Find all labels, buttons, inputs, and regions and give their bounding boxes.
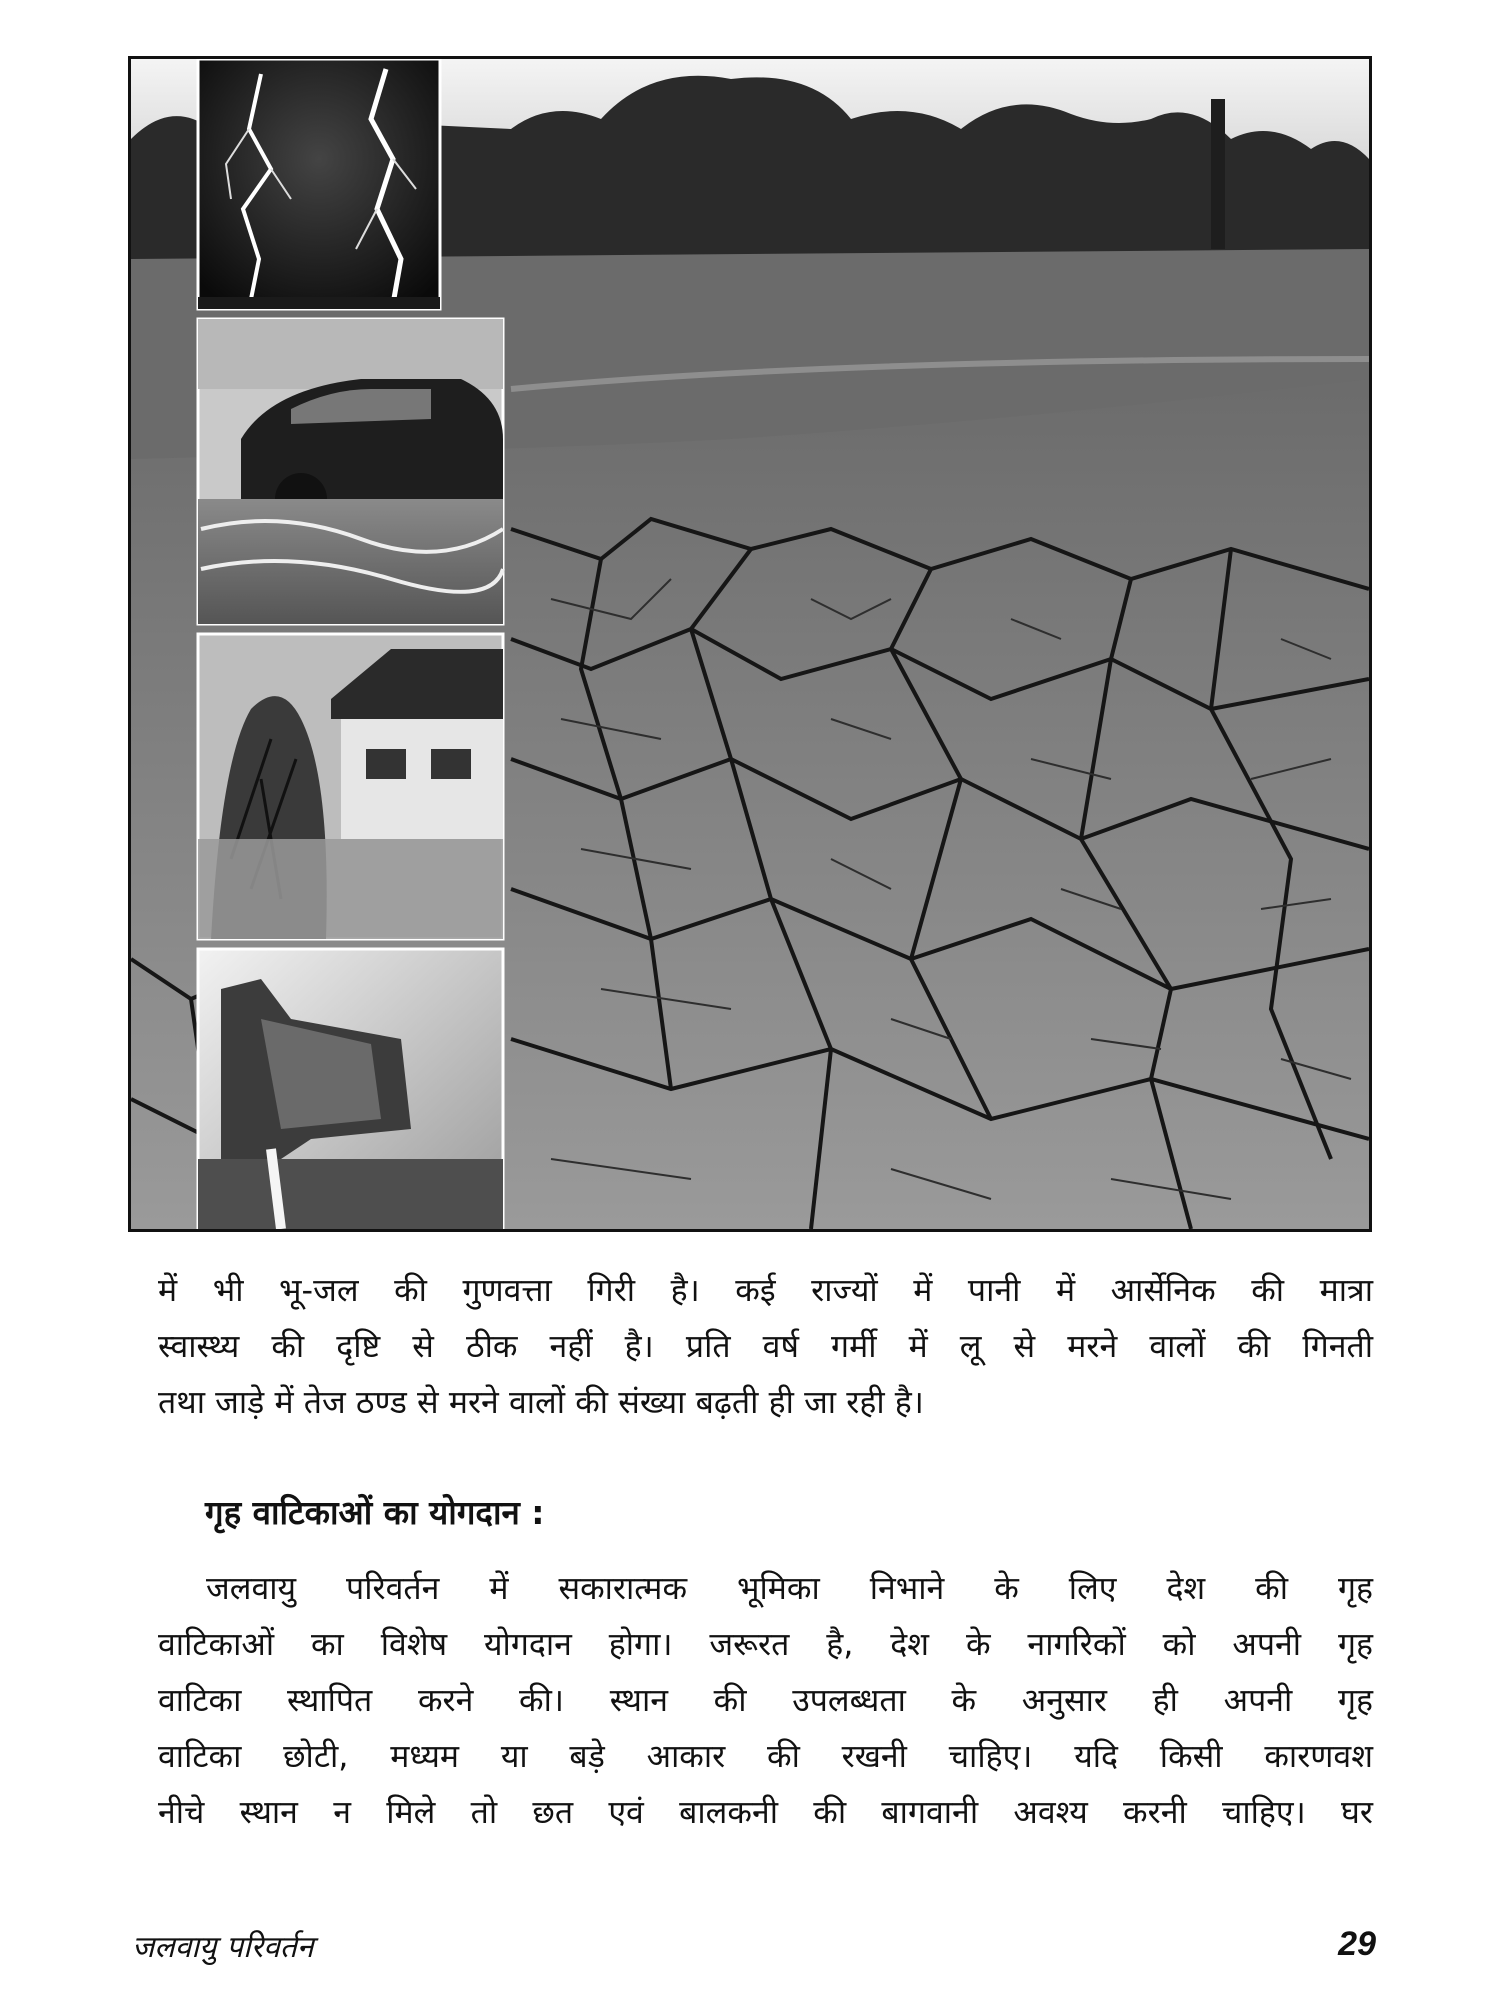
collage-svg [131,59,1369,1229]
text-line: वाटिका छोटी, मध्यम या बड़े आकार की रखनी चाहिए। यदि किसी कारणवश [158,1737,1373,1775]
text-line: तथा जाड़े में तेज ठण्ड से मरने वालों की संख्या बढ़ती ही जा रही है। [158,1383,924,1421]
text-line: वाटिका स्थापित करने की। स्थान की उपलब्धता के अनुसार ही अपनी गृह [158,1681,1373,1719]
text-line: स्वास्थ्य की दृष्टि से ठीक नहीं है। प्रति वर्ष गर्मी में लू से मरने वालों की गिनती [158,1327,1373,1365]
page-number: 29 [1338,1925,1376,1963]
climate-photo-collage [128,56,1372,1232]
text-line: नीचे स्थान न मिले तो छत एवं बालकनी की बागवानी अवश्य करनी चाहिए। घर [158,1793,1373,1831]
melting-glacier-photo [198,949,503,1229]
paragraph-home-gardens [158,1560,1373,1840]
flooded-car-photo [198,319,503,624]
paragraph-groundwater [158,1262,1373,1430]
section-heading: गृह वाटिकाओं का योगदान : [205,1493,545,1532]
text-line: में भी भू-जल की गुणवत्ता गिरी है। कई राज्यों में पानी में आर्सेनिक की मात्रा [158,1271,1373,1309]
text-line: जलवायु परिवर्तन में सकारात्मक भूमिका निभाने के लिए देश की गृह [206,1569,1373,1607]
flooded-house-photo [198,634,503,939]
lightning-photo [198,59,440,309]
running-footer-title: जलवायु परिवर्तन [132,1930,314,1965]
text-line: वाटिकाओं का विशेष योगदान होगा। जरूरत है, देश के नागरिकों को अपनी गृह [158,1625,1373,1663]
